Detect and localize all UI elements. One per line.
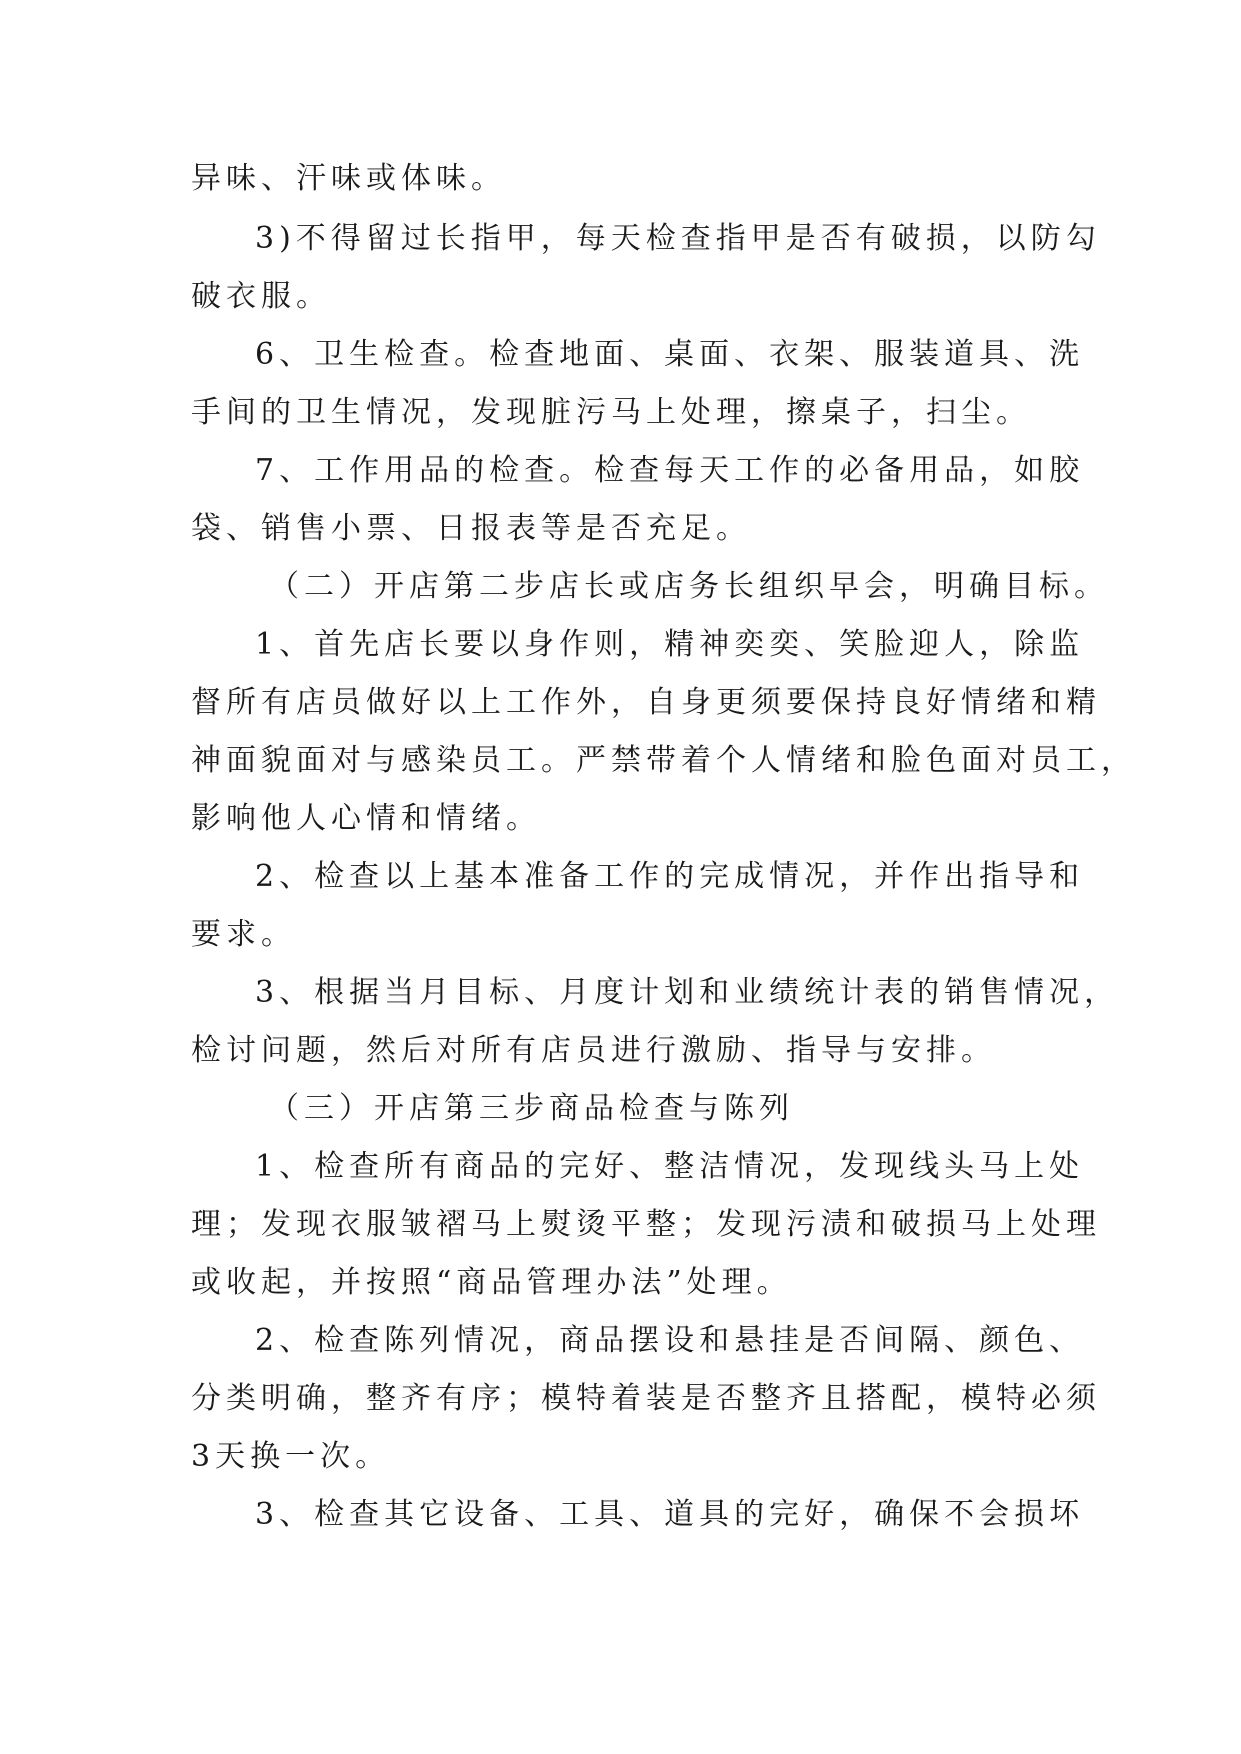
text-line: 要求。 [191,917,296,952]
text-line: 或收起，并按照“商品管理办法”处理。 [191,1265,792,1300]
text-line: 3、检查其它设备、工具、道具的完好，确保不会损坏 [255,1497,1085,1532]
section-heading: （三）开店第三步商品检查与陈列 [269,1091,794,1126]
text-line: 7、工作用品的检查。检查每天工作的必备用品，如胶 [255,453,1085,488]
text-line: 影响他人心情和情绪。 [191,801,541,836]
text-line: 袋、销售小票、日报表等是否充足。 [191,511,751,546]
text-line: 分类明确，整齐有序；模特着装是否整齐且搭配，模特必须 [191,1381,1101,1416]
text-line: 破衣服。 [191,279,331,314]
text-line: 理；发现衣服皱褶马上熨烫平整；发现污渍和破损马上处理 [191,1207,1101,1242]
text-line: 神面貌面对与感染员工。严禁带着个人情绪和脸色面对员工， [191,743,1136,778]
section-heading: （二）开店第二步店长或店务长组织早会，明确目标。 [269,569,1109,604]
text-line: 手间的卫生情况，发现脏污马上处理，擦桌子，扫尘。 [191,395,1031,430]
text-line: 3天换一次。 [191,1439,391,1474]
text-line: 检讨问题，然后对所有店员进行激励、指导与安排。 [191,1033,996,1068]
text-line: 1、检查所有商品的完好、整洁情况，发现线头马上处 [255,1149,1085,1184]
text-line: 异味、汗味或体味。 [191,161,506,196]
text-line: 2、检查陈列情况，商品摆设和悬挂是否间隔、颜色、 [255,1323,1085,1358]
text-line: 2、检查以上基本准备工作的完成情况，并作出指导和 [255,859,1085,894]
text-line: 督所有店员做好以上工作外，自身更须要保持良好情绪和精 [191,685,1101,720]
text-line: 6、卫生检查。检查地面、桌面、衣架、服装道具、洗 [255,337,1085,372]
text-line: 3、根据当月目标、月度计划和业绩统计表的销售情况， [255,975,1120,1010]
text-line: 1、首先店长要以身作则，精神奕奕、笑脸迎人，除监 [255,627,1085,662]
text-line: 3)不得留过长指甲，每天检查指甲是否有破损，以防勾 [255,221,1101,256]
body-text [191,150,1136,1544]
